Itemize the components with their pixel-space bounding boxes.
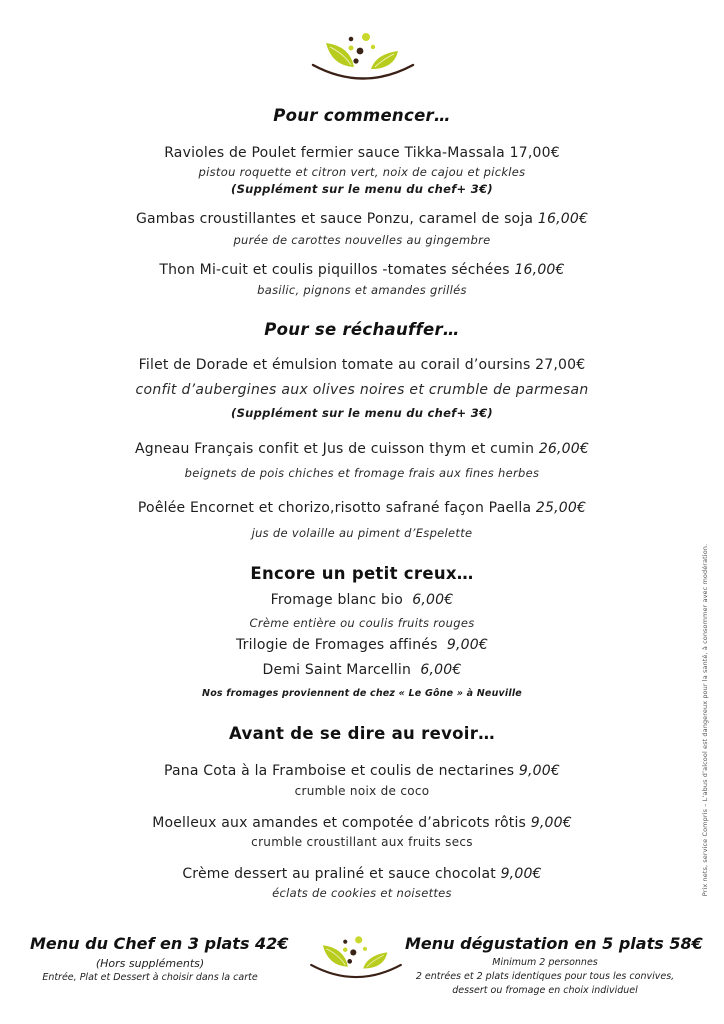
dish-name: Gambas croustillantes et sauce Ponzu, caramel de soja xyxy=(135,211,534,227)
dish-price: 27,00€ xyxy=(535,357,586,373)
dish-price: 17,00€ xyxy=(509,145,560,161)
menu-item xyxy=(0,262,724,278)
dish-description: purée de carottes nouvelles au gingembre xyxy=(233,233,491,247)
dish-description: pistou roquette et citron vert, noix de cajou et pickles xyxy=(198,165,526,179)
cheese-source-note: Nos fromages proviennent de chez « Le Gône » à Neuville xyxy=(202,688,522,699)
section-title-desserts: Avant de se dire au revoir… xyxy=(229,724,495,743)
chef-menu-line2: Entrée, Plat et Dessert à choisir dans la carte xyxy=(42,972,258,983)
leaves-bowl-logo-icon xyxy=(310,26,416,84)
dish-name: Poêlée Encornet et chorizo,risotto safrané façon Paella xyxy=(137,500,532,516)
section-title-starters: Pour commencer… xyxy=(273,106,451,125)
dish-price: 6,00€ xyxy=(420,662,462,678)
dish-price: 9,00€ xyxy=(446,637,488,653)
dish-description: basilic, pignons et amandes grillés xyxy=(257,283,467,297)
dish-description: éclats de cookies et noisettes xyxy=(272,886,452,900)
dish-description: crumble croustillant aux fruits secs xyxy=(251,835,473,849)
menu-item xyxy=(0,637,724,653)
dish-price: 9,00€ xyxy=(500,866,542,882)
dish-name: Filet de Dorade et émulsion tomate au corail d’oursins xyxy=(138,357,531,373)
leaves-bowl-logo-icon xyxy=(306,930,406,982)
dish-description: Crème entière ou coulis fruits rouges xyxy=(249,616,475,630)
tasting-menu-line2: 2 entrées et 2 plats identiques pour tous les convives, xyxy=(415,971,675,982)
dish-price: 25,00€ xyxy=(535,500,587,516)
dish-description: crumble noix de coco xyxy=(294,784,430,798)
dish-name: Trilogie de Fromages affinés xyxy=(235,637,438,653)
dish-price: 9,00€ xyxy=(530,815,572,831)
menu-item xyxy=(0,500,724,516)
dish-price: 6,00€ xyxy=(412,592,454,608)
chef-menu-line1: (Hors suppléments) xyxy=(95,957,205,970)
menu-item xyxy=(0,357,724,373)
dish-price: 26,00€ xyxy=(538,441,589,457)
supplement-note: (Supplément sur le menu du chef+ 3€) xyxy=(231,182,493,196)
dish-name: Pana Cota à la Framboise et coulis de nectarines xyxy=(164,763,515,779)
tasting-menu-line1: Minimum 2 personnes xyxy=(492,957,598,968)
chef-menu-title: Menu du Chef en 3 plats 42€ xyxy=(30,934,289,953)
menu-item xyxy=(0,441,724,457)
section-title-cheese: Encore un petit creux… xyxy=(250,564,474,583)
legal-side-note: Prix nets, service Compris – L’abus d’alcool est dangereux pour la santé, à consommer avec modération. xyxy=(701,543,709,897)
dish-price: 9,00€ xyxy=(518,763,560,779)
chef-menu-block xyxy=(30,934,289,985)
tasting-menu-line3: dessert ou fromage en choix individuel xyxy=(452,985,638,996)
section-title-mains: Pour se réchauffer… xyxy=(264,320,460,339)
dish-description: jus de volaille au piment d’Espelette xyxy=(251,526,473,540)
menu-item xyxy=(0,815,724,831)
menu-item xyxy=(0,592,724,608)
menu-item xyxy=(0,145,724,161)
supplement-note: (Supplément sur le menu du chef+ 3€) xyxy=(231,406,493,420)
dish-name: Ravioles de Poulet fermier sauce Tikka-Massala xyxy=(164,145,505,161)
dish-description: beignets de pois chiches et fromage frais aux fines herbes xyxy=(184,466,540,480)
menu-item xyxy=(0,866,724,882)
dish-price: 16,00€ xyxy=(537,211,589,227)
dish-name: Moelleux aux amandes et compotée d’abricots rôtis xyxy=(152,815,527,831)
menu-item xyxy=(0,211,724,227)
dish-name: Demi Saint Marcellin xyxy=(262,662,412,678)
menu-item xyxy=(0,763,724,779)
dish-price: 16,00€ xyxy=(514,262,565,278)
dish-name: Thon Mi-cuit et coulis piquillos -tomates séchées xyxy=(159,262,510,278)
tasting-menu-block xyxy=(405,934,703,998)
dish-name: Agneau Français confit et Jus de cuisson thym et cumin xyxy=(135,441,535,457)
dish-name: Fromage blanc bio xyxy=(270,592,403,608)
tasting-menu-title: Menu dégustation en 5 plats 58€ xyxy=(405,934,703,953)
dish-name: Crème dessert au praliné et sauce chocolat xyxy=(182,866,496,882)
dish-description: confit d’aubergines aux olives noires et crumble de parmesan xyxy=(135,382,589,398)
menu-item xyxy=(0,662,724,678)
